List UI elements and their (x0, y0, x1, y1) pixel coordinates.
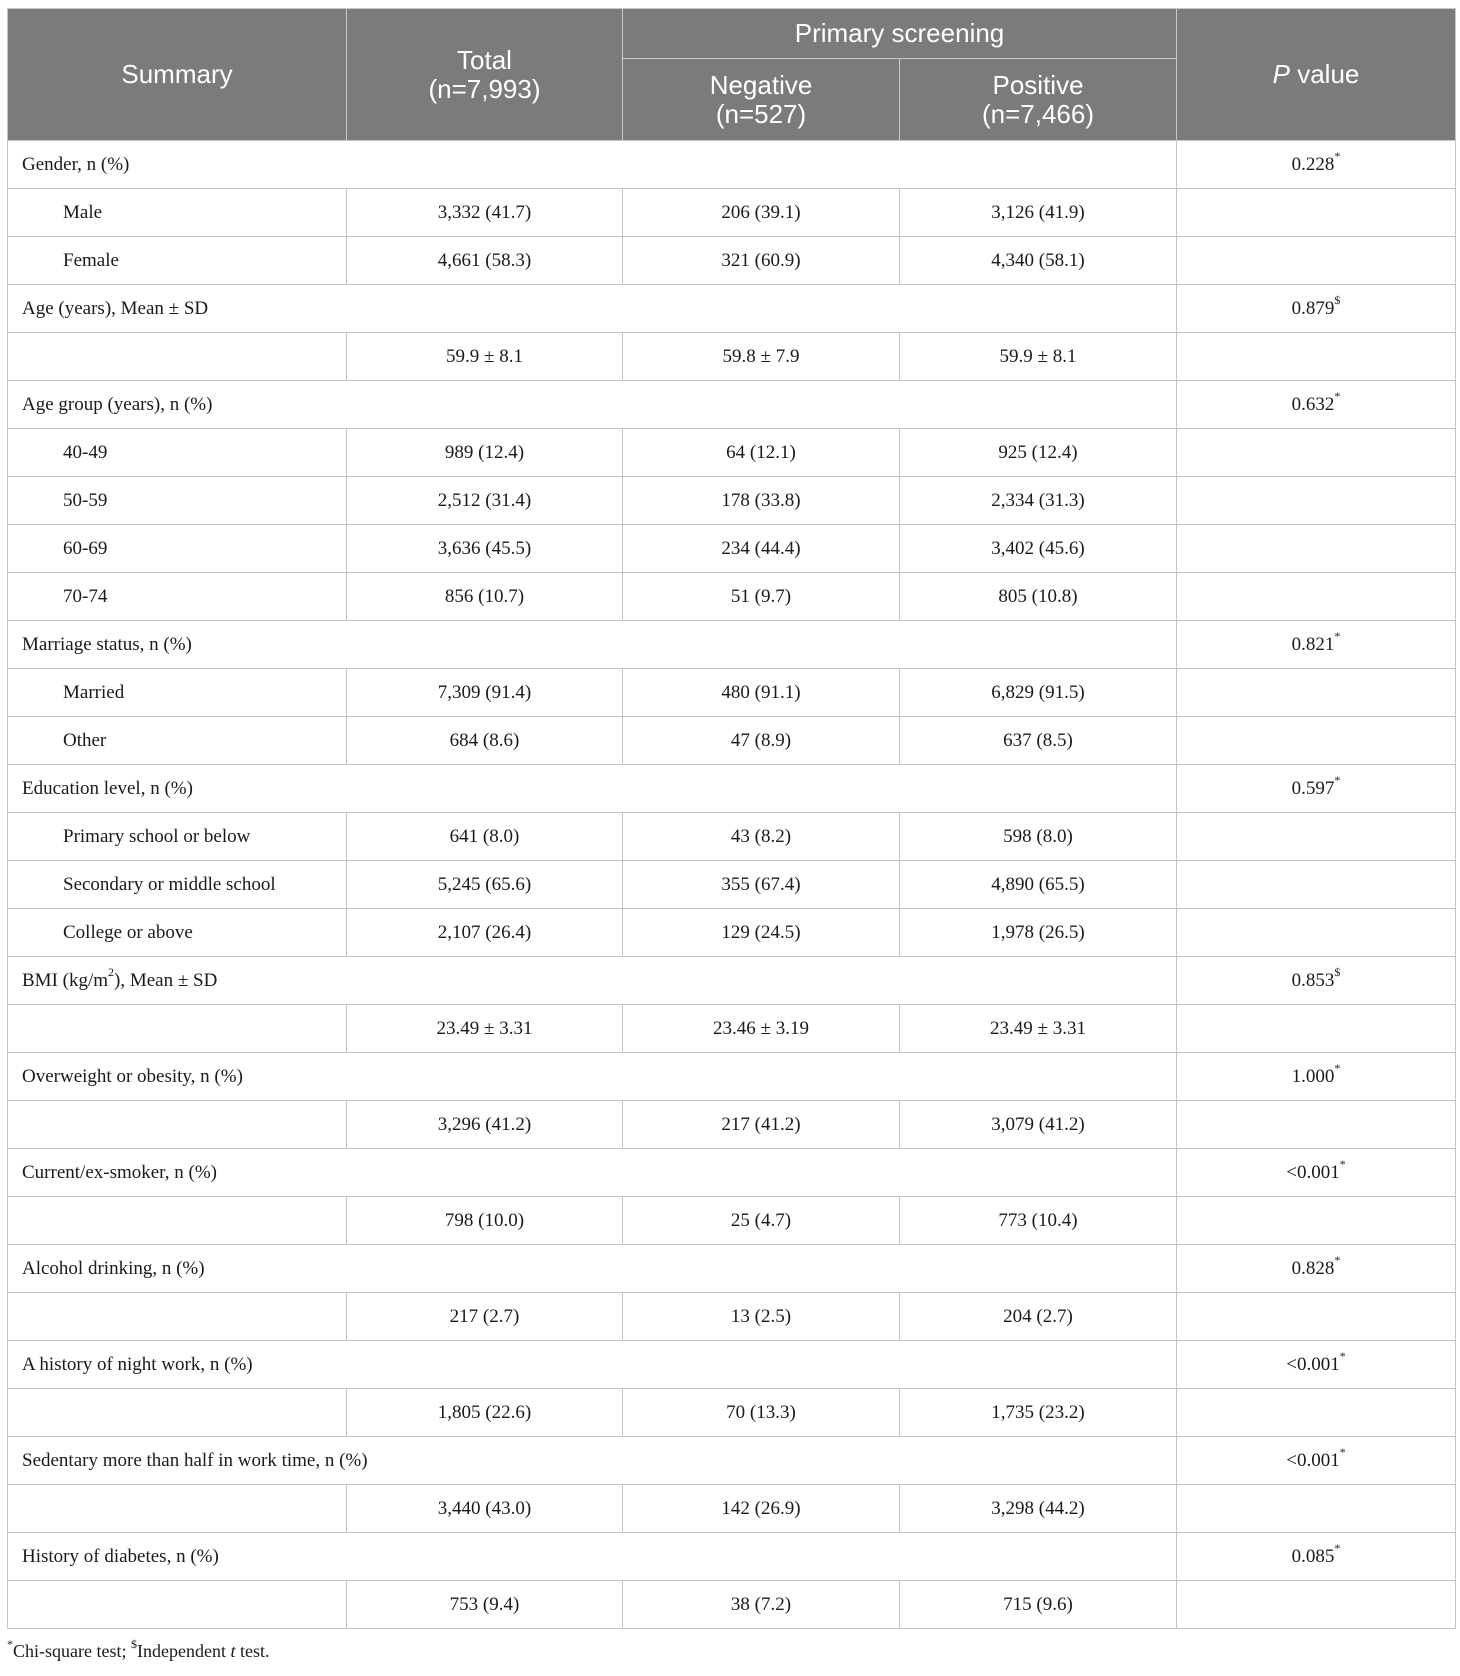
p-value: <0.001 (1286, 1161, 1340, 1183)
section-label-sup: 2 (108, 965, 115, 980)
positive-value: 1,735 (23.2) (900, 1389, 1177, 1437)
section-row (8, 1245, 1456, 1293)
total-value: 3,440 (43.0) (347, 1485, 623, 1533)
p-value-empty (1177, 237, 1456, 285)
p-value-cell (1177, 621, 1456, 669)
section-label: Marriage status, n (%) (8, 621, 1177, 669)
header-total-n: (n=7,993) (428, 73, 541, 104)
table-row (8, 525, 1456, 573)
header-total-label: Total (457, 44, 512, 75)
positive-value: 4,890 (65.5) (900, 861, 1177, 909)
total-value: 5,245 (65.6) (347, 861, 623, 909)
row-label (8, 1101, 347, 1149)
p-value-empty (1177, 669, 1456, 717)
table-row (8, 1485, 1456, 1533)
table-row (8, 813, 1456, 861)
row-label (8, 1485, 347, 1533)
total-value: 3,332 (41.7) (347, 189, 623, 237)
table-row (8, 717, 1456, 765)
header-negative (623, 59, 900, 141)
section-label: Education level, n (%) (8, 765, 1177, 813)
p-value-empty (1177, 333, 1456, 381)
footnote-text3: test. (235, 1641, 270, 1661)
positive-value: 598 (8.0) (900, 813, 1177, 861)
section-label: Age group (years), n (%) (8, 381, 1177, 429)
table-row (8, 1005, 1456, 1053)
positive-value: 6,829 (91.5) (900, 669, 1177, 717)
header-p-italic: P (1272, 59, 1290, 89)
negative-value: 43 (8.2) (623, 813, 900, 861)
row-label (8, 1293, 347, 1341)
p-value: 0.879 (1291, 297, 1335, 319)
row-label: 50-59 (8, 477, 347, 525)
header-primary-screening: Primary screening (623, 9, 1177, 59)
total-value: 856 (10.7) (347, 573, 623, 621)
positive-value: 925 (12.4) (900, 429, 1177, 477)
p-value: 0.085 (1291, 1545, 1335, 1567)
total-value: 989 (12.4) (347, 429, 623, 477)
p-value-empty (1177, 1581, 1456, 1629)
p-value-empty (1177, 1293, 1456, 1341)
total-value: 2,512 (31.4) (347, 477, 623, 525)
section-label: Overweight or obesity, n (%) (8, 1053, 1177, 1101)
footnote (7, 1637, 270, 1662)
p-value: 0.853 (1291, 969, 1335, 991)
p-value-cell (1177, 1437, 1456, 1485)
p-value-empty (1177, 813, 1456, 861)
header-negative-n: (n=527) (715, 98, 807, 129)
row-label (8, 1005, 347, 1053)
p-value-cell (1177, 1341, 1456, 1389)
p-value-marker: * (1334, 149, 1341, 164)
total-value: 753 (9.4) (347, 1581, 623, 1629)
p-value-cell (1177, 381, 1456, 429)
total-value: 7,309 (91.4) (347, 669, 623, 717)
negative-value: 480 (91.1) (623, 669, 900, 717)
p-value-marker: * (1334, 1253, 1341, 1268)
table-row (8, 333, 1456, 381)
footnote-text2: Independent (136, 1641, 231, 1661)
section-label: Alcohol drinking, n (%) (8, 1245, 1177, 1293)
row-label: Other (8, 717, 347, 765)
table-container (7, 8, 1455, 1629)
total-value: 3,636 (45.5) (347, 525, 623, 573)
row-label: Primary school or below (8, 813, 347, 861)
negative-value: 38 (7.2) (623, 1581, 900, 1629)
p-value-cell (1177, 141, 1456, 189)
summary-table (7, 8, 1456, 1629)
total-value: 1,805 (22.6) (347, 1389, 623, 1437)
p-value-marker: * (1334, 629, 1341, 644)
section-label (8, 957, 1177, 1005)
row-label: Female (8, 237, 347, 285)
negative-value: 206 (39.1) (623, 189, 900, 237)
section-label: Age (years), Mean ± SD (8, 285, 1177, 333)
row-label: 70-74 (8, 573, 347, 621)
p-value: 0.632 (1291, 393, 1335, 415)
table-row (8, 1293, 1456, 1341)
positive-value: 1,978 (26.5) (900, 909, 1177, 957)
negative-value: 59.8 ± 7.9 (623, 333, 900, 381)
footnote-sym2: $ (130, 1637, 137, 1651)
section-label: History of diabetes, n (%) (8, 1533, 1177, 1581)
header-p-value (1177, 9, 1456, 141)
table-header (8, 9, 1456, 141)
total-value: 59.9 ± 8.1 (347, 333, 623, 381)
negative-value: 129 (24.5) (623, 909, 900, 957)
p-value: <0.001 (1286, 1353, 1340, 1375)
p-value: 0.828 (1291, 1257, 1335, 1279)
p-value-empty (1177, 189, 1456, 237)
p-value: 0.228 (1291, 153, 1335, 175)
row-label: 60-69 (8, 525, 347, 573)
row-label (8, 333, 347, 381)
p-value-empty (1177, 1005, 1456, 1053)
section-row (8, 285, 1456, 333)
row-label: Secondary or middle school (8, 861, 347, 909)
negative-value: 25 (4.7) (623, 1197, 900, 1245)
p-value-cell (1177, 957, 1456, 1005)
p-value-cell (1177, 1245, 1456, 1293)
footnote-t: t (230, 1641, 236, 1661)
section-row (8, 1053, 1456, 1101)
positive-value: 805 (10.8) (900, 573, 1177, 621)
negative-value: 321 (60.9) (623, 237, 900, 285)
negative-value: 217 (41.2) (623, 1101, 900, 1149)
positive-value: 59.9 ± 8.1 (900, 333, 1177, 381)
header-summary: Summary (8, 9, 347, 141)
table-row (8, 429, 1456, 477)
header-p-rest: value (1289, 59, 1360, 89)
row-label (8, 1197, 347, 1245)
p-value: 0.821 (1291, 633, 1335, 655)
positive-value: 2,334 (31.3) (900, 477, 1177, 525)
negative-value: 51 (9.7) (623, 573, 900, 621)
total-value: 641 (8.0) (347, 813, 623, 861)
p-value: <0.001 (1286, 1449, 1340, 1471)
header-positive (900, 59, 1177, 141)
section-row (8, 765, 1456, 813)
negative-value: 355 (67.4) (623, 861, 900, 909)
positive-value: 3,126 (41.9) (900, 189, 1177, 237)
p-value-marker: $ (1334, 965, 1341, 980)
row-label: Married (8, 669, 347, 717)
table-row (8, 573, 1456, 621)
p-value-empty (1177, 1389, 1456, 1437)
negative-value: 142 (26.9) (623, 1485, 900, 1533)
total-value: 684 (8.6) (347, 717, 623, 765)
p-value-cell (1177, 1533, 1456, 1581)
p-value-empty (1177, 1485, 1456, 1533)
p-value-empty (1177, 717, 1456, 765)
p-value-empty (1177, 1197, 1456, 1245)
table-row (8, 1581, 1456, 1629)
p-value-cell (1177, 285, 1456, 333)
table-row (8, 669, 1456, 717)
p-value-marker: * (1334, 389, 1341, 404)
table-row (8, 189, 1456, 237)
row-label: 40-49 (8, 429, 347, 477)
positive-value: 715 (9.6) (900, 1581, 1177, 1629)
p-value-marker: * (1334, 1541, 1341, 1556)
section-row (8, 1533, 1456, 1581)
table-row (8, 477, 1456, 525)
section-label: Gender, n (%) (8, 141, 1177, 189)
section-row (8, 1437, 1456, 1485)
table-row (8, 1101, 1456, 1149)
row-label: College or above (8, 909, 347, 957)
header-positive-label: Positive (992, 69, 1084, 100)
p-value: 1.000 (1291, 1065, 1335, 1087)
p-value-cell (1177, 1053, 1456, 1101)
negative-value: 70 (13.3) (623, 1389, 900, 1437)
negative-value: 178 (33.8) (623, 477, 900, 525)
p-value-marker: * (1339, 1157, 1346, 1172)
section-label: A history of night work, n (%) (8, 1341, 1177, 1389)
p-value-empty (1177, 1101, 1456, 1149)
p-value: 0.597 (1291, 777, 1335, 799)
negative-value: 23.46 ± 3.19 (623, 1005, 900, 1053)
p-value-empty (1177, 525, 1456, 573)
positive-value: 3,079 (41.2) (900, 1101, 1177, 1149)
header-negative-label: Negative (709, 69, 813, 100)
table-row (8, 909, 1456, 957)
p-value-marker: * (1339, 1349, 1346, 1364)
table-row (8, 1389, 1456, 1437)
p-value-empty (1177, 573, 1456, 621)
section-label: Current/ex-smoker, n (%) (8, 1149, 1177, 1197)
p-value-marker: * (1334, 1061, 1341, 1076)
section-row (8, 381, 1456, 429)
positive-value: 637 (8.5) (900, 717, 1177, 765)
total-value: 4,661 (58.3) (347, 237, 623, 285)
p-value-marker: * (1339, 1445, 1346, 1460)
negative-value: 234 (44.4) (623, 525, 900, 573)
section-row (8, 957, 1456, 1005)
header-positive-n: (n=7,466) (981, 98, 1095, 129)
negative-value: 47 (8.9) (623, 717, 900, 765)
positive-value: 23.49 ± 3.31 (900, 1005, 1177, 1053)
footnote-sym1: * (7, 1637, 13, 1651)
section-label-text: ), Mean ± SD (114, 969, 218, 991)
header-total (347, 9, 623, 141)
positive-value: 204 (2.7) (900, 1293, 1177, 1341)
p-value-marker: * (1334, 773, 1341, 788)
positive-value: 3,402 (45.6) (900, 525, 1177, 573)
section-row (8, 141, 1456, 189)
negative-value: 13 (2.5) (623, 1293, 900, 1341)
p-value-marker: $ (1334, 293, 1341, 308)
p-value-cell (1177, 1149, 1456, 1197)
total-value: 2,107 (26.4) (347, 909, 623, 957)
total-value: 798 (10.0) (347, 1197, 623, 1245)
total-value: 3,296 (41.2) (347, 1101, 623, 1149)
positive-value: 3,298 (44.2) (900, 1485, 1177, 1533)
section-label-text: BMI (kg/m (22, 969, 109, 991)
row-label (8, 1389, 347, 1437)
footnote-text1: Chi-square test; (13, 1641, 131, 1661)
p-value-empty (1177, 429, 1456, 477)
p-value-empty (1177, 477, 1456, 525)
table-row (8, 1197, 1456, 1245)
p-value-empty (1177, 909, 1456, 957)
positive-value: 4,340 (58.1) (900, 237, 1177, 285)
table-row (8, 237, 1456, 285)
table-row (8, 861, 1456, 909)
row-label: Male (8, 189, 347, 237)
p-value-empty (1177, 861, 1456, 909)
table-body (8, 141, 1456, 1629)
section-row (8, 621, 1456, 669)
section-row (8, 1149, 1456, 1197)
positive-value: 773 (10.4) (900, 1197, 1177, 1245)
negative-value: 64 (12.1) (623, 429, 900, 477)
total-value: 23.49 ± 3.31 (347, 1005, 623, 1053)
section-row (8, 1341, 1456, 1389)
total-value: 217 (2.7) (347, 1293, 623, 1341)
row-label (8, 1581, 347, 1629)
section-label: Sedentary more than half in work time, n (%) (8, 1437, 1177, 1485)
p-value-cell (1177, 765, 1456, 813)
